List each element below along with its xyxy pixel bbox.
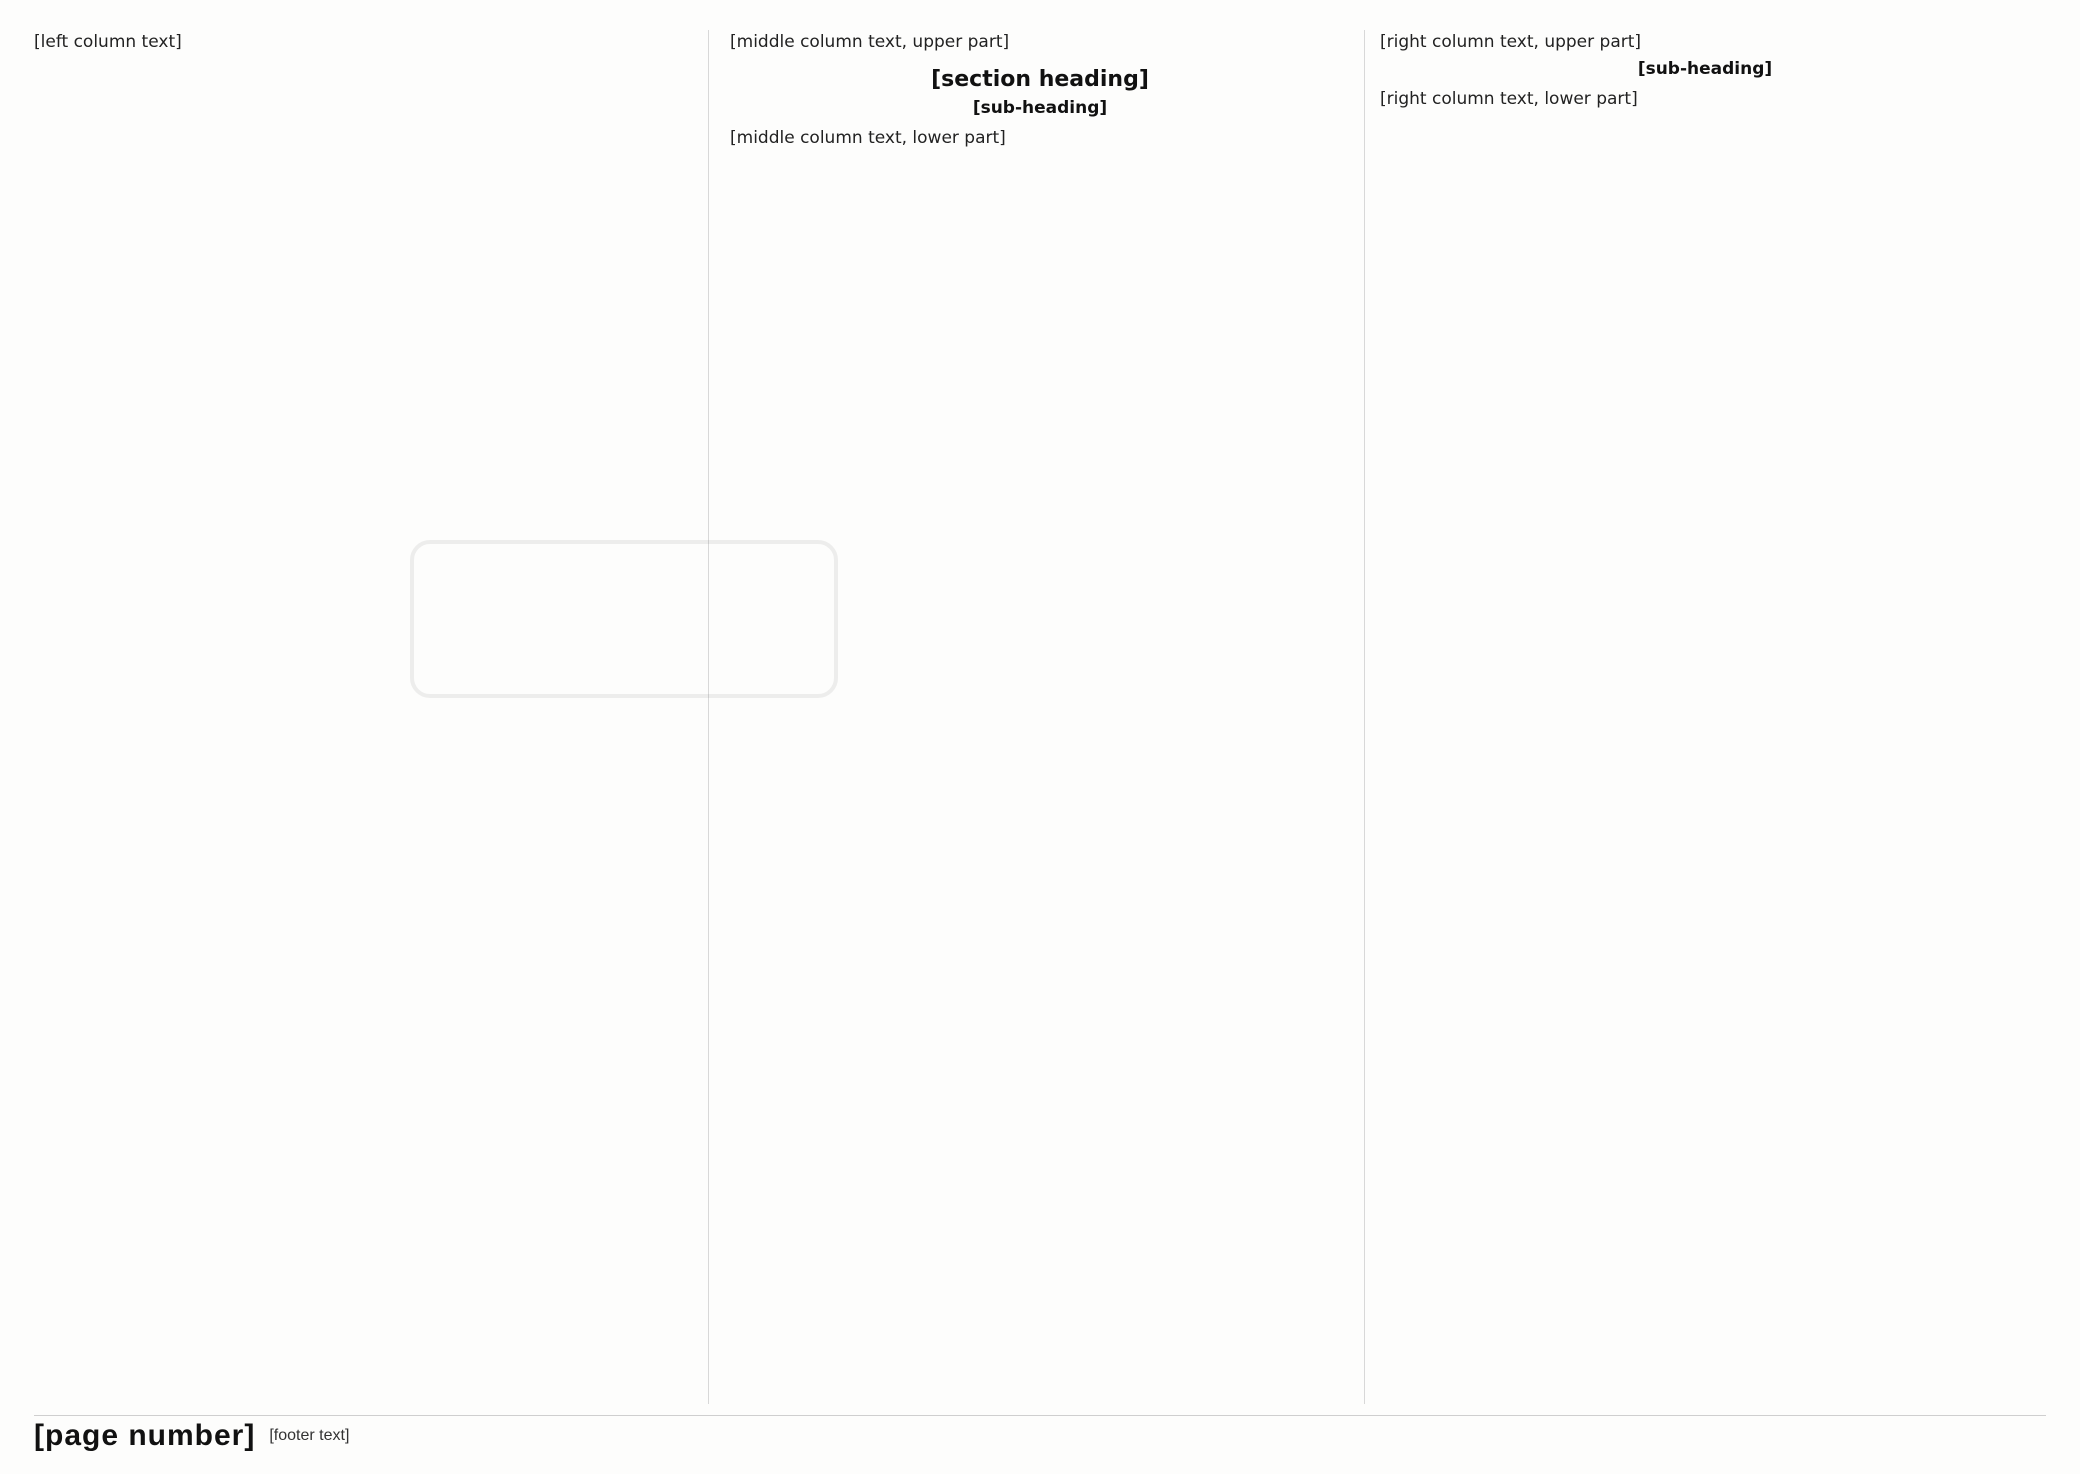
page-footer	[34, 1415, 2046, 1456]
page-number: [page number]	[34, 1419, 256, 1452]
footer-text: [footer text]	[269, 1427, 350, 1444]
right-column	[1380, 30, 2030, 1404]
left-column	[34, 30, 684, 1404]
left-column-text: [left column text]	[34, 32, 182, 52]
column-divider	[708, 30, 709, 1404]
right-column-text-bottom: [right column text, lower part]	[1380, 89, 1638, 109]
middle-column-text-top: [middle column text, upper part]	[730, 32, 1010, 52]
subsection-heading: [sub-heading]	[1637, 59, 1773, 79]
section-heading: [section heading]	[931, 67, 1149, 92]
right-column-text-top: [right column text, upper part]	[1380, 32, 1642, 52]
column-divider	[1364, 30, 1365, 1404]
subsection-heading: [sub-heading]	[972, 98, 1108, 118]
middle-column-text-bottom: [middle column text, lower part]	[730, 128, 1006, 148]
middle-column	[730, 30, 1350, 1404]
